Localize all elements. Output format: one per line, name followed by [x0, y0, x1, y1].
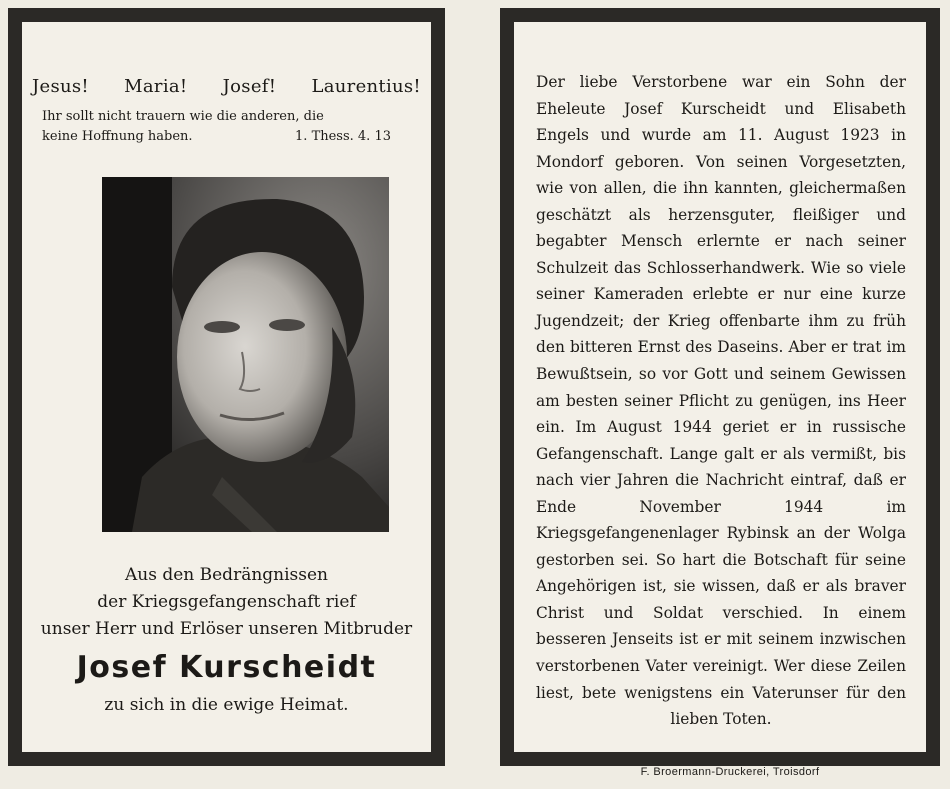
- verse-line-2-row: [42, 127, 411, 147]
- invocation-header: [32, 76, 421, 97]
- portrait-image: [102, 177, 389, 532]
- invocation-laurentius: Laurentius!: [311, 76, 421, 97]
- memorial-caption: [30, 562, 423, 643]
- deceased-name: Josef Kurscheidt: [76, 650, 377, 685]
- verse-line-2: keine Hoffnung haben.: [42, 129, 193, 144]
- portrait-photo: [102, 177, 389, 532]
- verse-line-1: Ihr sollt nicht trauern wie die anderen, die: [42, 109, 324, 124]
- caption-line-3: unser Herr und Erlöser unseren Mitbruder: [40, 619, 413, 639]
- verse-reference: 1. Thess. 4. 13: [295, 129, 391, 144]
- biography-text: Der liebe Verstorbene war ein Sohn der Eheleute Josef Kurscheidt und Elisabeth Engels und wurde am 11. August 1923 in Mondorf geboren. Von seinen Vorgesetzten, wie von allen, die ihn kannten, gleichermaßen geschätzt als herzensguter, fleißiger und begabter Mensch erlernte er nach seiner Schulzeit das Schlosserhandwerk. Wie so viele seiner Kameraden erlebte er nur eine kurze Jugendzeit; der Krieg offenbarte ihm zu früh den bitteren Ernst des Daseins. Aber er trat im Bewußtsein, so vor Gott und seinem Gewissen am besten seiner Pflicht zu genügen, ins Heer ein. Im August 1944 geriet er in russische Gefangenschaft. Lange galt er als vermißt, bis nach vier Jahren die Nachricht eintraf, daß er Ende November 1944 im Kriegsgefangenenlager Rybinsk an der Wolga gestorben sei. So hart die Botschaft für seine Angehörigen ist, sie wissen, daß er als braver Christ und Soldat verschied. In einem besseren Jenseits ist er mit seinem inzwischen verstorbenen Vater vereinigt. Wer diese Zeilen liest, bete wenigstens ein Vaterunser für den lieben Toten.: [536, 73, 906, 729]
- caption-line-2: der Kriegsgefangenschaft rief: [97, 592, 356, 612]
- memorial-card-left: [8, 8, 445, 766]
- invocation-josef: Josef!: [222, 76, 277, 97]
- caption-line-1: Aus den Bedrängnissen: [124, 565, 329, 585]
- invocation-jesus: Jesus!: [32, 76, 89, 97]
- memorial-card-right: [500, 8, 940, 766]
- printer-imprint: F. Broermann-Druckerei, Troisdorf: [640, 766, 820, 778]
- invocation-maria: Maria!: [124, 76, 188, 97]
- bible-verse: [42, 107, 411, 147]
- card-left-inner: [22, 22, 431, 752]
- card-right-inner: [514, 22, 926, 752]
- closing-line: zu sich in die ewige Heimat.: [104, 695, 349, 715]
